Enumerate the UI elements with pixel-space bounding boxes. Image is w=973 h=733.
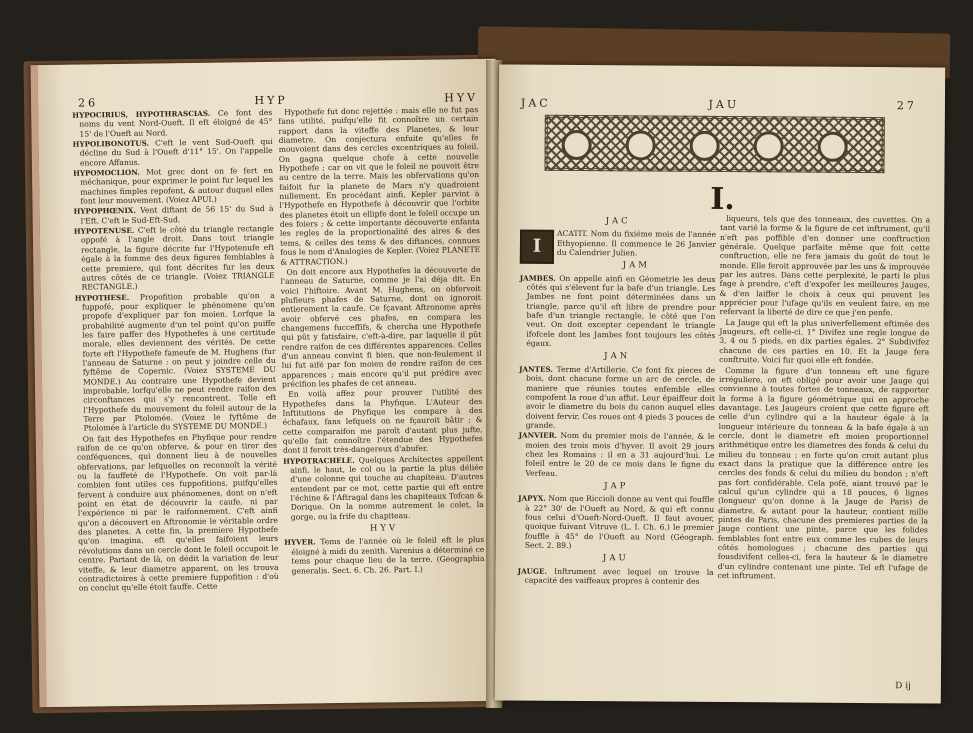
dictionary-entry (74, 204, 274, 225)
entry-term: HYPOTHESE. (74, 292, 130, 303)
ornament-rosette-icon (626, 130, 656, 160)
dictionary-entry (719, 214, 930, 318)
ornament-rosette-icon (818, 132, 848, 162)
entry-text: Hypothefe fut donc rejettée : mais elle ne fut pas fans utilité, puifqu'elle fit connoître un certain rapport dans la viteffe des Planetes, & leur diametre. On conjectura enfuite qu'elles fe mouvoient dans des cercles excentriques au foleil. On gagna quelque chofe à cette nouvelle Hypothefe ; car on vit que le foleil ne pouvoit être au centre de la terre. Mais les obfervations qu'on faifoit fur la planete de Mars n'y quadroient nullement. En procédant ainfi, Kepler parvint à l'Hypothefe en Hypothefe à découvrir que l'orbite des planetes étoit un ellipfe dont le foleil occupe un des foiers ; & cette importante découverte enfanta les regles de la proportionalité des aires & des tems, & celles des tems & des diftances, connues fous le nom d'Analogies de Kepler. (Voiez PLANETE & ATTRACTION.) (278, 105, 481, 267)
dictionary-entry (518, 431, 714, 479)
column-section-head: JAU (602, 553, 629, 564)
ornament-rosette-icon (754, 131, 784, 161)
entry-text: Inftrument avec lequel on trouve la capacité des vaiffeaux propres à contenir des (524, 566, 714, 586)
entry-text: Comme la figure d'un tonneau eft une figure irréguliere, on eft obligé pour avoir une Jauge qui convienne à toutes fortes de tonneaux, de rapporter la forme à la figure géométrique qui en approche davantage. Les Jaugeurs croient que cette figure eft celle d'un cylindre qui a la hauteur égale à la longueur intérieure du tonneau & la bafe égale à un cercle, dont le diametre eft moien proportionnel arithmétique entre les diametres des fonds & celui du milieu du tonneau ; en forte qu'on croit autant plus exact dans la pratique que la différence entre les cercles des fonds & celui du milieu du bondon ; n'eft pas fort confidérable. Cela pofé, aiant trouvé par le calcul qu'un cylindre qui a 18 pouces, 6 lignes (longueur qu'on donne à la Jauge de Paris) de diametre, & autant pour la hauteur, contient mille pintes de Paris, chacune des premieres parties de la Jauge contient une pinte, parce que les folides femblables font entre eux comme les cubes de leurs côtés homologues ; chacune des parties qui fousdivifent celles-ci, fera la hauteur & le diametre d'un cylindre contenant une pinte. Tel eft l'ufage de cet inftrument. (717, 365, 930, 581)
entry-text: On doit encore aux Hypothefes la découverte de l'anneau de Saturne, comme je l'ai déja dit. En voici l'hiftoire. Avant M. Hughens, on obfervoit plufieurs phafes de Saturne, dont on ignoroit entierement la caufe. Ce fçavant Aftronome après avoir obfervé ces phafes, en compara les changemens fucceffifs, & chercha une Hypothefe qui pût y fatisfaire, c'eft-à-dire, par laquelle il pût rendre raifon de ces différentes apparences. Celles d'un anneau convint fi bien, que non-feulement il lui fut aifé par fon moien de rendre raifon de ces apparences ; mais encore qu'il put prédire avec précifion les phafes de cet anneau. (280, 264, 482, 389)
left-column-1 (72, 108, 279, 594)
left-column-2 (278, 105, 485, 577)
entry-term: HYPOTENUSE. (73, 225, 135, 236)
ornament-rosette-icon (690, 131, 720, 161)
right-page-number: 27 (896, 99, 917, 113)
entry-text: Nom du premier mois de l'année, & le moien des trois mois d'hyver. Il avoit 29 jours chez les Romains : il en a 31 aujourd'hui. Le foleil entre le 20 de ce mois dans le figne du Verfeau. (525, 431, 715, 478)
column-section-head: JAM (622, 260, 650, 271)
section-letter: I. (710, 181, 735, 218)
entry-term: JANVIER. (518, 430, 558, 441)
left-running-title-2: HYV (444, 91, 479, 105)
entry-text: On appelle ainfi en Géometrie les deux côtés qui s'élevent fur la bafe d'un triangle. Les Jambes ne font point déterminées dans un triangle, parce qu'il eft libre de prendre pour bafe d'un triangle rectangle, le côté que l'on veut. On doit excepter cependant le triangle ifofcele dont les Jambes font toujours les côtés égaux. (526, 273, 716, 348)
dictionary-entry (282, 387, 483, 455)
dictionary-entry (73, 137, 273, 168)
entry-text: La Jauge qui eft la plus univerfellement eftimée des Jaugeurs, eft celle-ci. 1° Divifez une regle longue de 3, 4 ou 5 pieds, en dix parties égales. 2° Subdivifez chacune de ces parties en 10. Et la Jauge fera conftruite. Voici fur quoi elle eft fondée. (719, 317, 930, 366)
ornament-rosette-icon (562, 130, 592, 160)
dictionary-entry (75, 290, 277, 433)
entry-text: C'eft le côté du triangle rectangle oppofé à l'angle droit. Dans tout triangle rectangle, la figure décrite fur l'Hypotenufe eft égale à la fomme des deux figures femblables à cette premiere, qui font décrites fur les deux autres côtés de ce triangle. (Voiez TRIANGLE RECTANGLE.) (80, 224, 275, 292)
left-page (31, 59, 505, 707)
entry-text: On fait des Hypothefes en Phyfique pour rendre raifon de ce qu'on obferve, & pour en tirer des conféquences, qui donnent lieu à de nouvelles obfervations, par lefquelles on reconnoît la vérité ou la fauffeté de l'Hypothefe. On voit par-là combien font utiles ces fuppofitions, puifqu'elles fervent à conduire aux phénomenes, dont on n'eft point en état de découvrir la caufe, ni par l'expérience ni par le raifonnement. C'eft ainfi qu'on a découvert en Aftronomie le véritable ordre des planetes. A cette fin, la premiere Hypothefe qu'on imagina, eft qu'elles faifoient leurs révolutions dans un cercle dont le foleil occupoit le centre. Partant de là, on dédit la variation de leur viteffe, & leur diametre apparent, on les trouva contradictoires à cette premiere fuppofition : d'où on conclut qu'elle étoit fauffe. Cette (76, 431, 279, 593)
left-page-number: 26 (77, 96, 99, 110)
dictionary-entry (280, 265, 482, 389)
dictionary-entry (77, 432, 279, 594)
right-page (495, 64, 945, 703)
dictionary-entry (719, 318, 929, 366)
dictionary-entry (518, 494, 714, 551)
entry-text: Vent diftant de 56 15' du Sud à l'Eft. C'eft le Sud-Eft-Sud. (80, 204, 274, 226)
drop-cap-letter: I (520, 230, 554, 264)
entry-text: ACATIT. Nom du fixiéme mois de l'année Ethyopienne. Il commence le 26 Janvier du Calendrier Julien. (556, 229, 717, 258)
entry-text: C'eft le vent Sud-Oueft qui décline du Sud à l'Oueft d'11° 15'. On l'appelle encore Affanus. (79, 136, 273, 168)
right-column-1 (518, 213, 717, 588)
column-section-head: JAC (605, 216, 631, 227)
entry-term: HYPOPHŒNIX. (73, 206, 136, 217)
entry-text: Ce font des noms du vent Nord-Oueft. Il eft éloigné de 45° 15' de l'Oueft au Nord. (79, 107, 273, 139)
entry-text: Mot grec dont on fe fert en méchanique, pour exprimer le point fur lequel les machines fimples repofent, & autour duquel elles font leur mouvement. (Voiez APUI.) (80, 165, 274, 206)
entry-term: HYPOLIBONOTUS. (72, 138, 150, 149)
signature-mark: D ij (895, 681, 911, 692)
entry-term: JAPYX. (518, 493, 546, 504)
entry-term: HYPOMOCLION. (72, 167, 140, 178)
entry-text: Quelques Architectes appellent ainfi, le haut, le col ou la partie la plus déliée d'une colonne qui touche au chapiteau. D'autres entendent par ce mot, cette partie qui eft entre l'échine & l'Aftragal dans les chapiteaux Tofcan & Dorique. On la nomme autrement le colet, la gorge, ou la frife du chapiteau. (290, 453, 484, 522)
entry-text: Tems de l'année où le foleil eft le plus éloigné à midi du zenith. Varenius a déterminé ce tems pour chaque lieu de la terre. (Geographia generalis. Sect. 6. Ch. 26. Part. I.) (291, 535, 485, 576)
dictionary-entry (518, 566, 714, 586)
dictionary-entry (73, 166, 274, 206)
dictionary-entry (520, 229, 716, 258)
entry-text: En voilà affez pour prouver l'utilité des Hypothefes dans la Phyfique. L'Auteur des Inftitutions de Phyfique les compare à des échafaux, fans lefquels on ne fçauroit bâtir ; & cette comparaifon me paroît d'autant plus jufte, qu'elle fait connoître l'étendue des Hypothefes dont il feroit très-dangereux d'abufer. (282, 387, 483, 456)
entry-term: HYPOCIRIUS, HYPOTHRASCIAS. (72, 108, 211, 120)
dictionary-entry (74, 224, 275, 292)
dictionary-entry (718, 365, 929, 581)
entry-term: HYPOTRACHELE. (283, 455, 355, 466)
column-section-head: JAP (604, 481, 629, 492)
dictionary-entry (278, 105, 480, 267)
entry-text: Propofition probable qu'on a fuppofé, pour expliquer le phénomene qu'on propofe d'expliquer par fon moien. Lorfque la probabilité augmente d'un tel point qu'on puiffe les faire paffer des Hypothefes à une certitude morale, elles deviennent des vérités. De cette forte eft l'Hypothefe fameufe de M. Hughens (fur l'anneau de Saturne : on peut y joindre celle du fyftême de Copernic. (Voiez SYSTEME DU MONDE.) Au contraire une Hypothefe devient improbable, lorfqu'elle ne peut rendre raifon des circonftances qui s'y rencontrent. Telle eft l'Hypothefe du mouvement du foleil autour de la Terre par Ptolomée. (Voiez le fyftême de Ptolomée à l'article du SYSTEME DU MONDE.) (81, 290, 277, 433)
column-section-head: HYV (369, 523, 399, 534)
entry-term: JAUGE. (517, 566, 548, 576)
right-column-2 (718, 214, 931, 583)
entry-text: liqueurs, tels que des tonneaux, des cuvettes. On a tant varié la forme & la figure de cet inftrument, qu'il n'eft pas poffible d'en donner une conftruction générale. Quelque parfaite même que foit cette conftruction, elle ne fera jamais du goût de tout le monde. Elle feroit approuvée par les uns & improuvée par les autres. Dans cette perplexité, le parti le plus fage à prendre, c'eft d'expofer les meilleures Jauges, & d'en laiffer le choix à ceux qui peuvent les apprécier pour l'ufage qu'ils en veulent faire, en me refervant la liberté de dire ce que j'en penfe. (719, 214, 931, 318)
right-running-title-1: JAC (520, 96, 551, 110)
left-running-title-1: HYP (254, 93, 288, 108)
entry-text: Nom que Riccioli donne au vent qui fouffle à 22° 30' de l'Oueft au Nord, & qui eft connu fous celui d'Oueft-Nord-Oueft. Il faut avouer, quoique fuivant Vitruve (L. I. Ch. 6.) le premier fouffle à 45° de l'Oueft au Nord (Géograph. Sect. 2. 89.) (524, 494, 715, 550)
entry-term: JAMBES. (519, 273, 556, 283)
right-running-head (521, 97, 917, 113)
dictionary-entry (72, 108, 272, 139)
entry-term: JANTES. (519, 364, 553, 374)
entry-term: HYVER. (284, 537, 316, 548)
ornament-band (544, 115, 884, 173)
right-running-title-2: JAU (708, 97, 740, 112)
entry-text: Terme d'Artillerie. Ce font fix pieces de bois, dont chacune forme un arc de cercle, de maniere que réunies toutes enfemble elles compofent la roue d'un affut. Leur épaiffeur doit avoir le diametre du bois du canon auquel elles doivent fervir. Ces roues ont 4 pieds 3 pouces de grande. (525, 364, 716, 430)
dictionary-entry (519, 364, 715, 431)
dictionary-entry (519, 273, 716, 349)
dictionary-entry (283, 454, 484, 522)
column-section-head: JAN (604, 351, 631, 362)
dictionary-entry (284, 535, 485, 575)
